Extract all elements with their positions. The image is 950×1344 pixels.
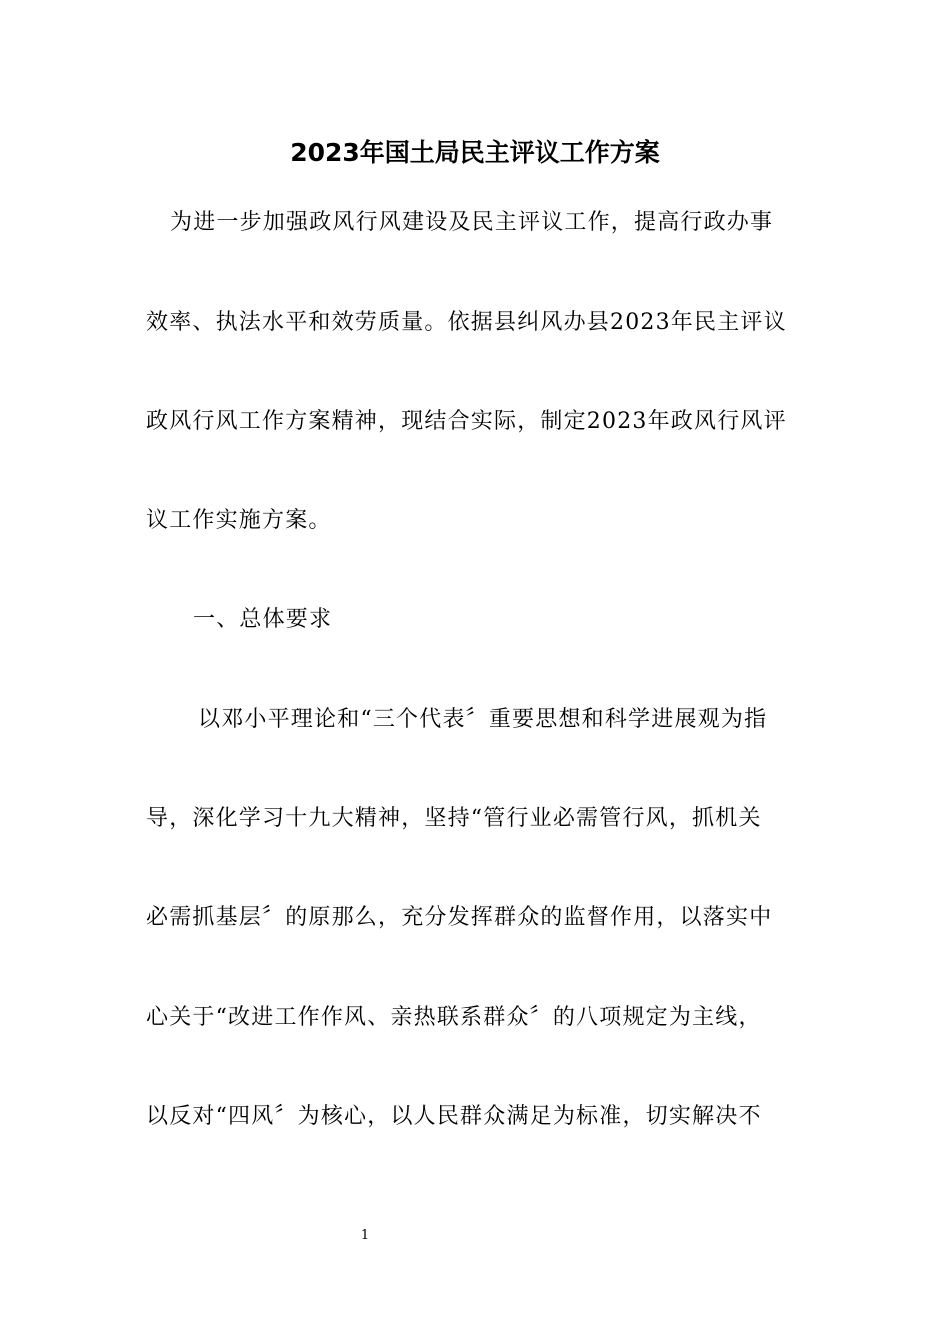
paragraph-line-1: 为进一步加强政风行风建设及民主评议工作，提高行政办事	[170, 210, 774, 235]
paragraph-line-3: 政风行风工作方案精神，现结合实际，制定2023年政风行风评	[146, 409, 787, 434]
section-heading: 一、总体要求	[193, 607, 333, 632]
paragraph-line-5: 以邓小平理论和“三个代表〞重要思想和科学进展观为指	[198, 707, 768, 732]
paragraph-line-8: 心关于“改进工作作风、亲热联系群众〞的八项规定为主线，	[146, 1005, 762, 1030]
paragraph-line-4: 议工作实施方案。	[146, 508, 332, 533]
paragraph-line-9: 以反对“四风〞为核心，以人民群众满足为标准，切实解决不	[146, 1104, 762, 1129]
page-number: 1	[360, 1228, 370, 1243]
paragraph-line-6: 导，深化学习十九大精神，坚持“管行业必需管行风，抓机关	[146, 806, 762, 831]
paragraph-line-7: 必需抓基层〞的原那么，充分发挥群众的监督作用，以落实中	[146, 905, 773, 930]
document-title: 2023年国土局民主评议工作方案	[290, 138, 660, 167]
paragraph-line-2: 效率、执法水平和效劳质量。依据县纠风办县2023年民主评议	[146, 310, 787, 335]
